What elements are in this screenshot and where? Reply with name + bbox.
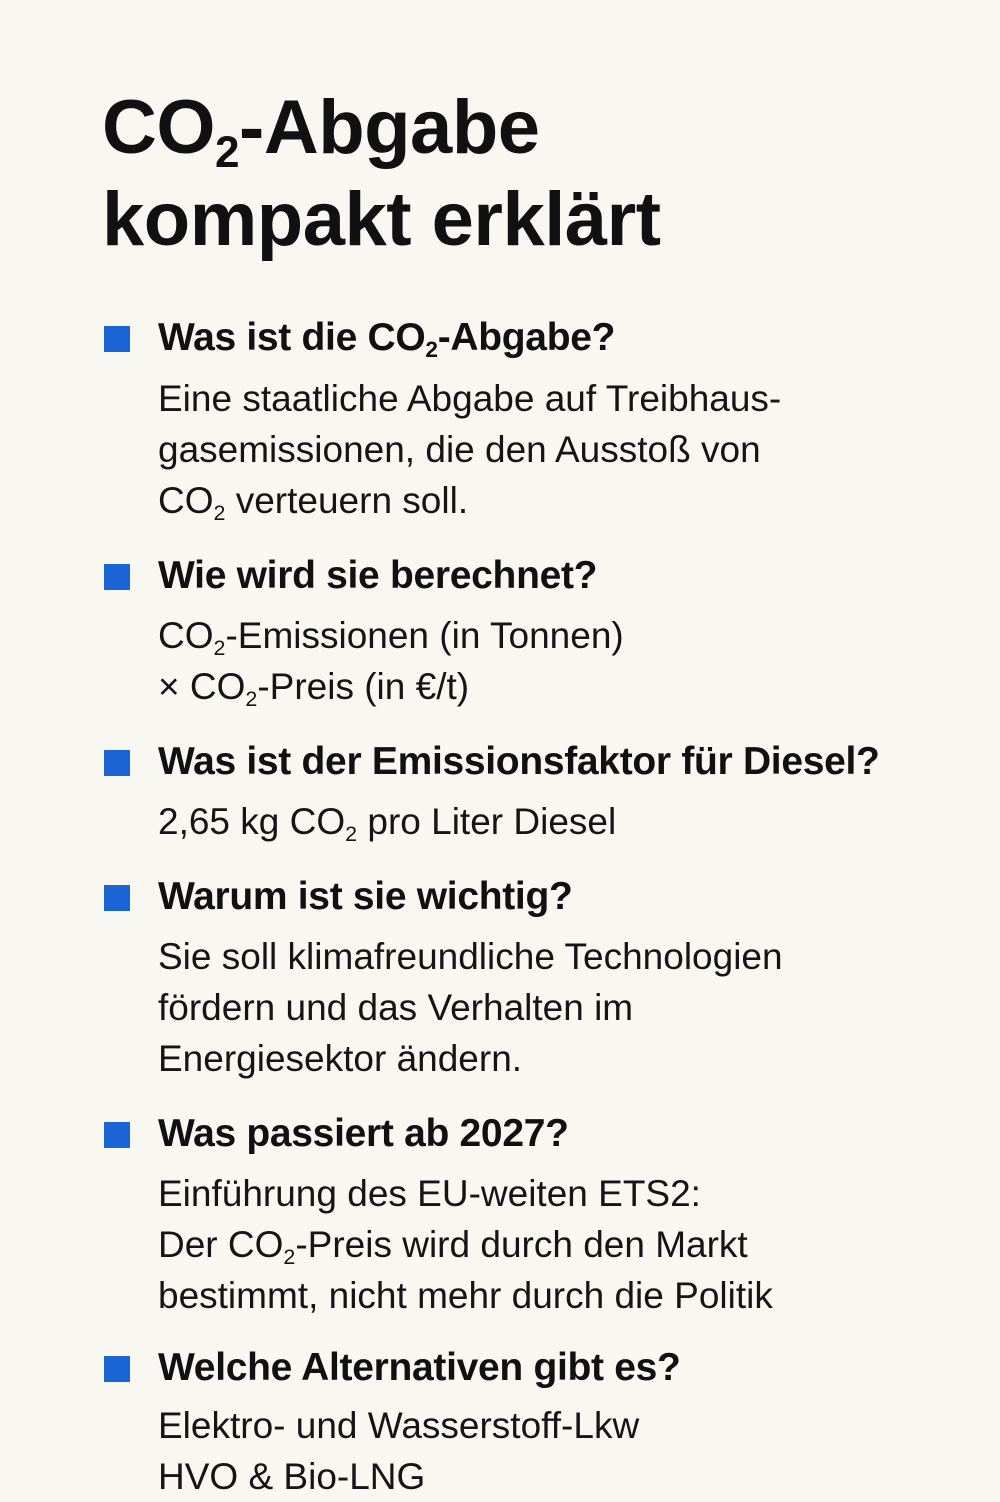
faq-question: Warum ist sie wichtig?	[158, 875, 573, 918]
answer-line: Sie soll klimafreundliche Technologien	[158, 936, 783, 977]
answer-line: Einführung des EU-weiten ETS2:	[158, 1173, 701, 1214]
square-bullet-icon	[104, 326, 130, 352]
subscript: 2	[345, 821, 358, 846]
square-bullet-icon	[104, 564, 130, 590]
answer-line: Der CO2-Preis wird durch den Markt	[158, 1224, 748, 1269]
answer-line: CO2 verteuern soll.	[158, 480, 469, 525]
subscript: 2	[213, 500, 226, 525]
faq-answer	[158, 1400, 978, 1502]
faq-answer	[158, 610, 978, 712]
square-bullet-icon	[104, 1122, 130, 1148]
subscript: 2	[215, 128, 240, 178]
title-line-1: CO2-Abgabe	[102, 85, 540, 178]
answer-line: CO2-Emissionen (in Tonnen)	[158, 615, 624, 660]
faq-question: Welche Alternativen gibt es?	[158, 1346, 681, 1389]
answer-line: gasemissionen, die den Ausstoß von	[158, 429, 761, 470]
answer-line: fördern und das Verhalten im	[158, 987, 634, 1028]
faq-question: Was ist die CO2-Abgabe?	[158, 316, 616, 363]
faq-answer	[158, 931, 978, 1084]
square-bullet-icon	[104, 750, 130, 776]
square-bullet-icon	[104, 885, 130, 911]
square-bullet-icon	[104, 1356, 130, 1382]
faq-question: Was passiert ab 2027?	[158, 1112, 569, 1155]
subscript: 2	[425, 337, 438, 363]
answer-line: bestimmt, nicht mehr durch die Politik	[158, 1275, 773, 1316]
faq-question: Wie wird sie berechnet?	[158, 554, 598, 597]
page-title	[102, 82, 962, 266]
answer-line: Elektro- und Wasserstoff-Lkw	[158, 1405, 640, 1446]
faq-question: Was ist der Emissionsfaktor für Diesel?	[158, 740, 880, 783]
subscript: 2	[245, 686, 258, 711]
faq-answer	[158, 373, 978, 526]
faq-answer	[158, 1168, 978, 1321]
answer-line: HVO & Bio-LNG	[158, 1456, 426, 1497]
faq-answer	[158, 796, 978, 847]
subscript: 2	[213, 635, 226, 660]
subscript: 2	[283, 1244, 296, 1269]
title-line-2: kompakt erklärt	[102, 177, 661, 262]
answer-line: Energiesektor ändern.	[158, 1038, 523, 1079]
answer-line: × CO2-Preis (in €/t)	[158, 666, 470, 711]
answer-line: Eine staatliche Abgabe auf Treibhaus-	[158, 378, 782, 419]
answer-line: 2,65 kg CO2 pro Liter Diesel	[158, 801, 617, 846]
